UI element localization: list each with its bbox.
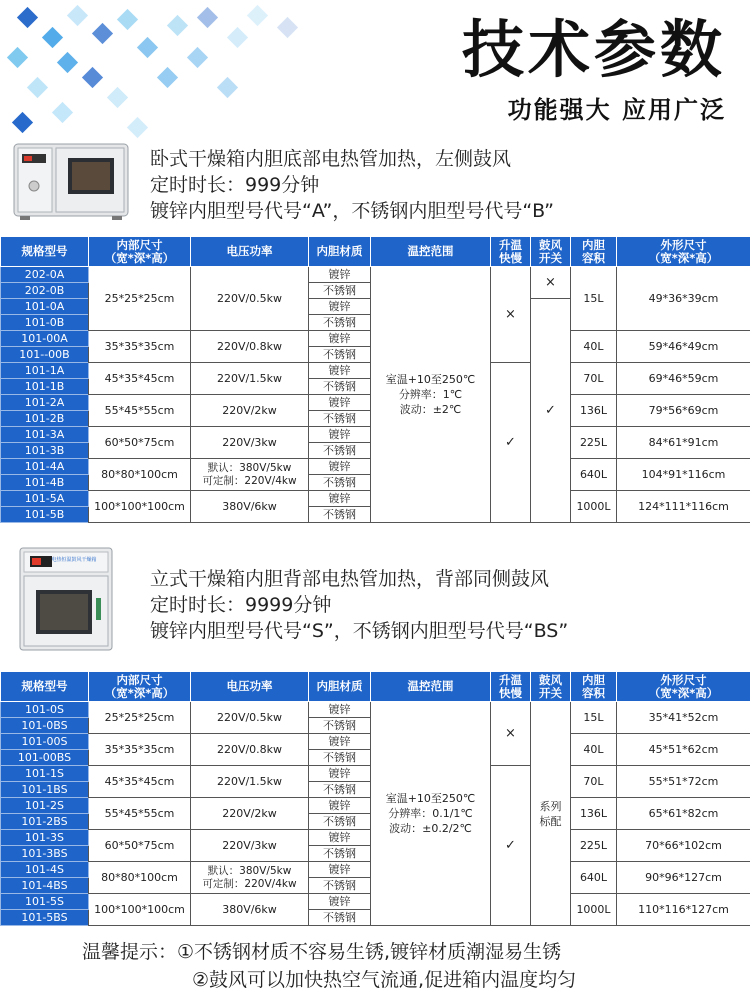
mosaic-tile bbox=[217, 77, 238, 98]
mosaic-tile bbox=[107, 87, 128, 108]
mosaic-tile bbox=[157, 67, 178, 88]
outer-size-cell: 45*51*62cm bbox=[617, 734, 750, 766]
header-temp-range-line-1: 温控范围 bbox=[407, 679, 454, 693]
volume-cell: 1000L bbox=[571, 894, 617, 926]
header-fan-switch bbox=[531, 237, 571, 267]
volume-cell: 1000L bbox=[571, 491, 617, 523]
header-inner-size-line-2: （宽*深*高） bbox=[104, 250, 175, 265]
liner-cell: 镀锌 bbox=[309, 830, 371, 846]
temp-line: 室温+10至250℃ bbox=[385, 373, 476, 386]
volume-cell: 136L bbox=[571, 395, 617, 427]
power-cell bbox=[191, 766, 309, 798]
power-cell bbox=[191, 427, 309, 459]
liner-cell: 不锈钢 bbox=[309, 507, 371, 523]
temp-line: 波动：±2℃ bbox=[399, 403, 462, 416]
header-volume bbox=[571, 237, 617, 267]
mosaic-tile bbox=[197, 7, 218, 28]
mosaic-tile bbox=[92, 23, 113, 44]
model-cell: 101-00A bbox=[1, 331, 89, 347]
power-line: 220V/3kw bbox=[222, 435, 277, 449]
volume-cell: 136L bbox=[571, 798, 617, 830]
liner-cell: 镀锌 bbox=[309, 331, 371, 347]
horizontal-oven-image bbox=[12, 140, 132, 222]
decorative-mosaic bbox=[0, 0, 340, 140]
liner-cell: 镀锌 bbox=[309, 267, 371, 283]
model-cell: 101-4B bbox=[1, 475, 89, 491]
liner-cell: 镀锌 bbox=[309, 299, 371, 315]
liner-cell: 镀锌 bbox=[309, 766, 371, 782]
header-fan-switch-line-2: 开关 bbox=[539, 250, 562, 265]
temp-line: 室温+10至250℃ bbox=[385, 792, 476, 805]
header-power bbox=[191, 672, 309, 702]
mosaic-tile bbox=[42, 27, 63, 48]
power-cell bbox=[191, 894, 309, 926]
inner-size-cell: 55*45*55cm bbox=[89, 395, 191, 427]
header-model bbox=[1, 672, 89, 702]
header-outer-size-line-2: （宽*深*高） bbox=[648, 685, 719, 700]
liner-cell: 不锈钢 bbox=[309, 750, 371, 766]
mosaic-tile bbox=[167, 15, 188, 36]
section1-description bbox=[150, 146, 554, 224]
power-line: 380V/6kw bbox=[222, 499, 277, 513]
model-cell: 101-2A bbox=[1, 395, 89, 411]
inner-size-cell: 80*80*100cm bbox=[89, 459, 191, 491]
power-cell bbox=[191, 702, 309, 734]
model-cell: 101-0S bbox=[1, 702, 89, 718]
mosaic-tile bbox=[57, 52, 78, 73]
section1-line-1: 卧式干燥箱内胆底部电热管加热，左侧鼓风 bbox=[150, 148, 512, 170]
inner-size-cell: 45*35*45cm bbox=[89, 766, 191, 798]
model-cell: 101-00BS bbox=[1, 750, 89, 766]
model-cell: 101-4BS bbox=[1, 878, 89, 894]
header-row bbox=[1, 672, 750, 702]
header-inner-size-line-2: （宽*深*高） bbox=[104, 685, 175, 700]
outer-size-cell: 90*96*127cm bbox=[617, 862, 750, 894]
header-power bbox=[191, 237, 309, 267]
section2-line-3: 镀锌内胆型号代号“S”，不锈钢内胆型号代号“BS” bbox=[150, 620, 569, 642]
volume-cell: 70L bbox=[571, 766, 617, 798]
header-liner bbox=[309, 672, 371, 702]
header-inner-size-line-1: 内部尺寸 bbox=[116, 672, 163, 687]
outer-size-cell: 65*61*82cm bbox=[617, 798, 750, 830]
liner-cell: 不锈钢 bbox=[309, 782, 371, 798]
volume-cell: 15L bbox=[571, 267, 617, 331]
fan-switch-cell: × bbox=[531, 267, 571, 299]
temp-line: 分辨率：1℃ bbox=[398, 388, 463, 401]
power-line: 220V/0.5kw bbox=[216, 291, 283, 305]
header-power-line-1: 电压功率 bbox=[226, 679, 273, 693]
inner-size-cell: 60*50*75cm bbox=[89, 830, 191, 862]
volume-cell: 225L bbox=[571, 830, 617, 862]
tip-1: 温馨提示：①不锈钢材质不容易生锈,镀锌材质潮湿易生锈 bbox=[82, 941, 562, 963]
mosaic-tile bbox=[67, 5, 88, 26]
header-model-line-1: 规格型号 bbox=[21, 244, 68, 258]
header-fan-switch-line-2: 开关 bbox=[539, 685, 562, 700]
header-outer-size-line-1: 外形尺寸 bbox=[660, 237, 707, 252]
liner-cell: 镀锌 bbox=[309, 862, 371, 878]
header-heating-speed-line-2: 快慢 bbox=[499, 685, 522, 700]
section1-line-2: 定时时长：999分钟 bbox=[150, 174, 320, 196]
inner-size-cell: 45*35*45cm bbox=[89, 363, 191, 395]
header-temp-range bbox=[371, 672, 491, 702]
mosaic-tile bbox=[117, 9, 138, 30]
power-line: 可定制：220V/4kw bbox=[202, 474, 297, 487]
liner-cell: 不锈钢 bbox=[309, 846, 371, 862]
section2-description bbox=[150, 566, 568, 644]
inner-size-cell: 25*25*25cm bbox=[89, 267, 191, 331]
model-cell: 202-0B bbox=[1, 283, 89, 299]
power-cell bbox=[191, 862, 309, 894]
header-fan-switch bbox=[531, 672, 571, 702]
liner-cell: 不锈钢 bbox=[309, 443, 371, 459]
power-cell bbox=[191, 267, 309, 331]
outer-size-cell: 55*51*72cm bbox=[617, 766, 750, 798]
header-fan-switch-line-1: 鼓风 bbox=[539, 672, 562, 687]
mosaic-tile bbox=[12, 112, 33, 133]
power-cell bbox=[191, 734, 309, 766]
tip-2: ②鼓风可以加快热空气流通,促进箱内温度均匀 bbox=[192, 969, 577, 991]
inner-size-cell: 55*45*55cm bbox=[89, 798, 191, 830]
temp-range-cell bbox=[371, 267, 491, 523]
liner-cell: 不锈钢 bbox=[309, 475, 371, 491]
model-cell: 101-1S bbox=[1, 766, 89, 782]
power-cell bbox=[191, 798, 309, 830]
liner-cell: 镀锌 bbox=[309, 363, 371, 379]
header-heating-speed bbox=[491, 237, 531, 267]
temp-range-cell bbox=[371, 702, 491, 926]
power-cell bbox=[191, 363, 309, 395]
outer-size-cell: 84*61*91cm bbox=[617, 427, 750, 459]
power-cell bbox=[191, 491, 309, 523]
volume-cell: 640L bbox=[571, 459, 617, 491]
header-fan-switch-line-1: 鼓风 bbox=[539, 237, 562, 252]
power-line: 220V/2kw bbox=[222, 403, 277, 417]
header-volume-line-2: 容积 bbox=[582, 250, 605, 265]
model-cell: 101-5A bbox=[1, 491, 89, 507]
model-cell: 101-0B bbox=[1, 315, 89, 331]
liner-cell: 不锈钢 bbox=[309, 315, 371, 331]
header-outer-size-line-1: 外形尺寸 bbox=[660, 672, 707, 687]
inner-size-cell: 60*50*75cm bbox=[89, 427, 191, 459]
header-liner-line-1: 内胆材质 bbox=[316, 679, 363, 693]
model-cell: 101-1BS bbox=[1, 782, 89, 798]
inner-size-cell: 80*80*100cm bbox=[89, 862, 191, 894]
model-cell: 101-0BS bbox=[1, 718, 89, 734]
model-cell: 101-3BS bbox=[1, 846, 89, 862]
power-line: 220V/1.5kw bbox=[216, 371, 283, 385]
header-outer-size-line-2: （宽*深*高） bbox=[648, 250, 719, 265]
outer-size-cell: 49*36*39cm bbox=[617, 267, 750, 331]
fan-switch-cell bbox=[531, 702, 571, 926]
liner-cell: 不锈钢 bbox=[309, 814, 371, 830]
header-inner-size bbox=[89, 672, 191, 702]
header-model-line-1: 规格型号 bbox=[21, 679, 68, 693]
model-cell: 101-3B bbox=[1, 443, 89, 459]
oven-label: 电热恒温鼓风干燥箱 bbox=[51, 557, 97, 563]
power-line: 220V/1.5kw bbox=[216, 774, 283, 788]
header-volume-line-1: 内胆 bbox=[582, 237, 605, 252]
header-volume bbox=[571, 672, 617, 702]
model-cell: 101-3A bbox=[1, 427, 89, 443]
spec-table-horizontal bbox=[0, 236, 750, 523]
model-cell: 101-3S bbox=[1, 830, 89, 846]
mosaic-tile bbox=[17, 7, 38, 28]
header-liner-line-1: 内胆材质 bbox=[316, 244, 363, 258]
power-line: 220V/0.8kw bbox=[216, 339, 283, 353]
model-cell: 101-2BS bbox=[1, 814, 89, 830]
header-heating-speed-line-1: 升温 bbox=[499, 237, 522, 252]
model-cell: 101--00B bbox=[1, 347, 89, 363]
inner-size-cell: 35*35*35cm bbox=[89, 331, 191, 363]
heating-speed-cell: ✓ bbox=[491, 363, 531, 523]
power-line: 可定制：220V/4kw bbox=[202, 877, 297, 890]
mosaic-tile bbox=[52, 102, 73, 123]
header-heating-speed bbox=[491, 672, 531, 702]
volume-cell: 40L bbox=[571, 331, 617, 363]
liner-cell: 不锈钢 bbox=[309, 347, 371, 363]
header-inner-size-line-1: 内部尺寸 bbox=[116, 237, 163, 252]
outer-size-cell: 110*116*127cm bbox=[617, 894, 750, 926]
page-title: 技术参数 bbox=[461, 13, 726, 86]
outer-size-cell: 70*66*102cm bbox=[617, 830, 750, 862]
heating-speed-cell: ✓ bbox=[491, 766, 531, 926]
heating-speed-cell: × bbox=[491, 267, 531, 363]
volume-cell: 225L bbox=[571, 427, 617, 459]
model-cell: 101-00S bbox=[1, 734, 89, 750]
model-cell: 101-2B bbox=[1, 411, 89, 427]
header-outer-size bbox=[617, 237, 750, 267]
outer-size-cell: 124*111*116cm bbox=[617, 491, 750, 523]
mosaic-tile bbox=[277, 17, 298, 38]
header-row bbox=[1, 237, 750, 267]
power-line: 220V/2kw bbox=[222, 806, 277, 820]
model-cell: 101-1B bbox=[1, 379, 89, 395]
liner-cell: 镀锌 bbox=[309, 702, 371, 718]
power-line: 220V/0.5kw bbox=[216, 710, 283, 724]
heating-speed-cell: × bbox=[491, 702, 531, 766]
power-cell bbox=[191, 459, 309, 491]
model-cell: 101-2S bbox=[1, 798, 89, 814]
outer-size-cell: 35*41*52cm bbox=[617, 702, 750, 734]
model-cell: 202-0A bbox=[1, 267, 89, 283]
outer-size-cell: 79*56*69cm bbox=[617, 395, 750, 427]
model-cell: 101-0A bbox=[1, 299, 89, 315]
volume-cell: 40L bbox=[571, 734, 617, 766]
header-temp-range-line-1: 温控范围 bbox=[407, 244, 454, 258]
table-row bbox=[1, 267, 750, 283]
header-volume-line-2: 容积 bbox=[582, 685, 605, 700]
model-cell: 101-5BS bbox=[1, 910, 89, 926]
model-cell: 101-1A bbox=[1, 363, 89, 379]
liner-cell: 镀锌 bbox=[309, 734, 371, 750]
liner-cell: 不锈钢 bbox=[309, 283, 371, 299]
inner-size-cell: 25*25*25cm bbox=[89, 702, 191, 734]
outer-size-cell: 69*46*59cm bbox=[617, 363, 750, 395]
liner-cell: 镀锌 bbox=[309, 395, 371, 411]
mosaic-tile bbox=[247, 5, 268, 26]
temp-line: 分辨率：0.1/1℃ bbox=[388, 807, 473, 820]
mosaic-tile bbox=[7, 47, 28, 68]
mosaic-tile bbox=[137, 37, 158, 58]
table-row bbox=[1, 702, 750, 718]
fan-switch-cell: ✓ bbox=[531, 299, 571, 523]
liner-cell: 镀锌 bbox=[309, 894, 371, 910]
volume-cell: 70L bbox=[571, 363, 617, 395]
header-power-line-1: 电压功率 bbox=[226, 244, 273, 258]
mosaic-tile bbox=[227, 27, 248, 48]
outer-size-cell: 59*46*49cm bbox=[617, 331, 750, 363]
spec-table-vertical bbox=[0, 671, 750, 926]
model-cell: 101-4S bbox=[1, 862, 89, 878]
inner-size-cell: 100*100*100cm bbox=[89, 894, 191, 926]
volume-cell: 15L bbox=[571, 702, 617, 734]
power-cell bbox=[191, 331, 309, 363]
liner-cell: 不锈钢 bbox=[309, 718, 371, 734]
header-model bbox=[1, 237, 89, 267]
power-line: 默认：380V/5kw bbox=[207, 864, 292, 877]
header-heating-speed-line-2: 快慢 bbox=[499, 250, 522, 265]
liner-cell: 镀锌 bbox=[309, 798, 371, 814]
vertical-oven-image bbox=[12, 546, 122, 656]
fan-line: 标配 bbox=[539, 814, 562, 828]
mosaic-tile bbox=[187, 47, 208, 68]
header-outer-size bbox=[617, 672, 750, 702]
page-subtitle: 功能强大 应用广泛 bbox=[507, 96, 726, 124]
power-line: 默认：380V/5kw bbox=[207, 461, 292, 474]
section1-line-3: 镀锌内胆型号代号“A”，不锈钢内胆型号代号“B” bbox=[150, 200, 555, 222]
power-cell bbox=[191, 395, 309, 427]
model-cell: 101-4A bbox=[1, 459, 89, 475]
outer-size-cell: 104*91*116cm bbox=[617, 459, 750, 491]
power-line: 220V/3kw bbox=[222, 838, 277, 852]
header-liner bbox=[309, 237, 371, 267]
inner-size-cell: 35*35*35cm bbox=[89, 734, 191, 766]
liner-cell: 镀锌 bbox=[309, 427, 371, 443]
model-cell: 101-5S bbox=[1, 894, 89, 910]
tips bbox=[82, 938, 576, 994]
liner-cell: 不锈钢 bbox=[309, 910, 371, 926]
mosaic-tile bbox=[127, 117, 148, 138]
liner-cell: 镀锌 bbox=[309, 491, 371, 507]
liner-cell: 不锈钢 bbox=[309, 878, 371, 894]
mosaic-tile bbox=[82, 67, 103, 88]
power-line: 380V/6kw bbox=[222, 902, 277, 916]
header-inner-size bbox=[89, 237, 191, 267]
power-line: 220V/0.8kw bbox=[216, 742, 283, 756]
liner-cell: 镀锌 bbox=[309, 459, 371, 475]
fan-line: 系列 bbox=[539, 799, 562, 813]
volume-cell: 640L bbox=[571, 862, 617, 894]
liner-cell: 不锈钢 bbox=[309, 379, 371, 395]
section2-line-1: 立式干燥箱内胆背部电热管加热，背部同侧鼓风 bbox=[150, 568, 550, 590]
mosaic-tile bbox=[27, 77, 48, 98]
temp-line: 波动：±0.2/2℃ bbox=[389, 822, 472, 835]
model-cell: 101-5B bbox=[1, 507, 89, 523]
header-temp-range bbox=[371, 237, 491, 267]
header-volume-line-1: 内胆 bbox=[582, 672, 605, 687]
liner-cell: 不锈钢 bbox=[309, 411, 371, 427]
header-heating-speed-line-1: 升温 bbox=[499, 672, 522, 687]
section2-line-2: 定时时长：9999分钟 bbox=[150, 594, 332, 616]
inner-size-cell: 100*100*100cm bbox=[89, 491, 191, 523]
power-cell bbox=[191, 830, 309, 862]
